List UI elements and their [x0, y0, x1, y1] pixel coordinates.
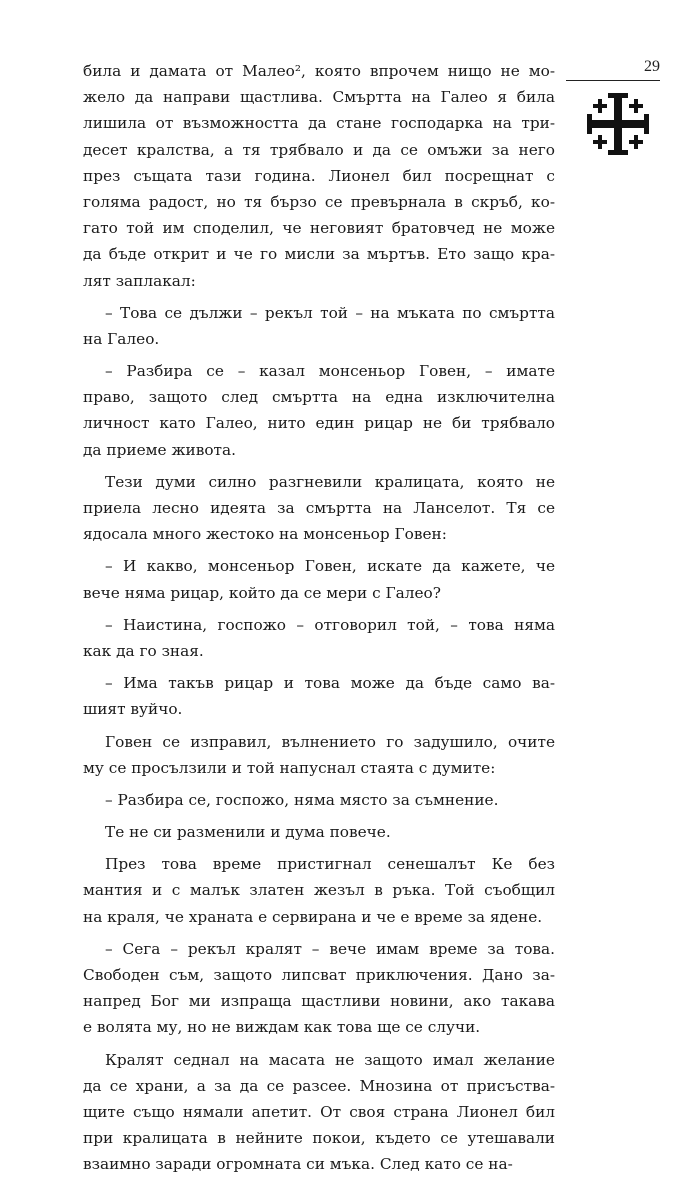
page-number: 29	[644, 58, 660, 75]
text-line: на Галео.	[83, 329, 160, 348]
paragraph	[83, 1047, 555, 1178]
text-line: на краля, че храната е сервирана и че е време за ядене.	[83, 907, 543, 926]
text-line: шият вуйчо.	[83, 700, 183, 719]
text-line: взаимно заради огромната си мъка. След като се на-	[83, 1155, 513, 1174]
body-text	[83, 58, 555, 1184]
text-line: да се храни, а за да се разсее. Мнозина от присъства-	[83, 1076, 555, 1095]
text-line: право, защото след смъртта на една изключителна	[83, 388, 555, 407]
text-line: вече няма рицар, който да се мери с Галео?	[83, 583, 441, 602]
text-line: – Разбира се, госпожо, няма място за съмнение.	[105, 790, 499, 809]
text-line: десет кралства, а тя трябвало и да се омъжи за него	[83, 140, 555, 159]
text-line: как да го зная.	[83, 641, 204, 660]
paragraph	[83, 358, 555, 463]
header-rule	[566, 80, 660, 81]
text-line: личност като Галео, нито един рицар не би трябвало	[83, 414, 555, 433]
text-line: напред Бог ми изпраща щастливи новини, ако такава	[83, 992, 555, 1011]
text-line: голяма радост, но тя бързо се превърнала в скръб, ко-	[83, 192, 555, 211]
text-line: лят заплакал:	[83, 271, 196, 290]
text-line: при кралицата в нейните покои, където се утешавали	[83, 1129, 555, 1148]
text-line: – Има такъв рицар и това може да бъде само ва-	[105, 674, 555, 693]
text-line: Свободен съм, защото липсват приключения. Дано за-	[83, 966, 555, 984]
text-line: ядосала много жестоко на монсеньор Говен:	[83, 525, 447, 544]
text-line: мантия и с малък златен жезъл в ръка. Той съобщил	[83, 881, 555, 900]
text-line: – Сега – рекъл кралят – вече имам време за това.	[105, 939, 555, 958]
text-line: приела лесно идеята за смъртта на Ланселот. Тя се	[83, 499, 555, 517]
text-line: е волята му, но не виждам как това ще се случи.	[83, 1018, 481, 1037]
text-line: През това време пристигнал сенешалът Ке без	[105, 855, 555, 874]
text-line: – Наистина, госпожо – отговорил той, – това няма	[105, 615, 555, 634]
paragraph	[83, 670, 555, 722]
jerusalem-cross-icon	[583, 89, 653, 159]
text-line: Те не си разменили и дума повече.	[105, 823, 391, 842]
text-line: – Това се дължи – рекъл той – на мъката по смъртта	[105, 303, 555, 322]
text-line: – И какво, монсеньор Говен, искате да кажете, че	[105, 557, 555, 576]
text-line: била и дамата от Малео², която впрочем нищо не мо-	[83, 62, 555, 80]
text-line: жело да направи щастлива. Смъртта на Галео я била	[83, 88, 555, 107]
text-line: Говен се изправил, вълнението го задушило, очите	[105, 732, 555, 751]
text-line: Кралят седнал на масата не защото имал желание	[105, 1050, 555, 1069]
text-line: лишила от възможността да стане господарка на три-	[83, 114, 555, 133]
text-line: да бъде открит и че го мисли за мъртъв. Ето защо кра-	[83, 245, 555, 264]
text-line: през същата тази година. Лионел бил посрещнат с	[83, 166, 555, 185]
paragraph	[83, 729, 555, 781]
paragraph	[83, 469, 555, 548]
text-line: му се просълзили и той напуснал стаята с думите:	[83, 758, 496, 777]
paragraph	[83, 612, 555, 664]
text-line: гато той им споделил, че неговият братовчед не може	[83, 219, 555, 238]
paragraph	[83, 787, 555, 813]
paragraph	[83, 851, 555, 930]
text-line: щите също нямали апетит. От своя страна Лионел бил	[83, 1102, 555, 1121]
paragraph	[83, 819, 555, 845]
paragraph	[83, 58, 555, 294]
paragraph	[83, 936, 555, 1041]
text-line: Тези думи силно разгневили кралицата, която не	[105, 472, 555, 491]
paragraph	[83, 553, 555, 605]
text-line: – Разбира се – казал монсеньор Говен, – имате	[105, 362, 555, 381]
text-line: да приеме живота.	[83, 440, 236, 459]
paragraph	[83, 300, 555, 352]
